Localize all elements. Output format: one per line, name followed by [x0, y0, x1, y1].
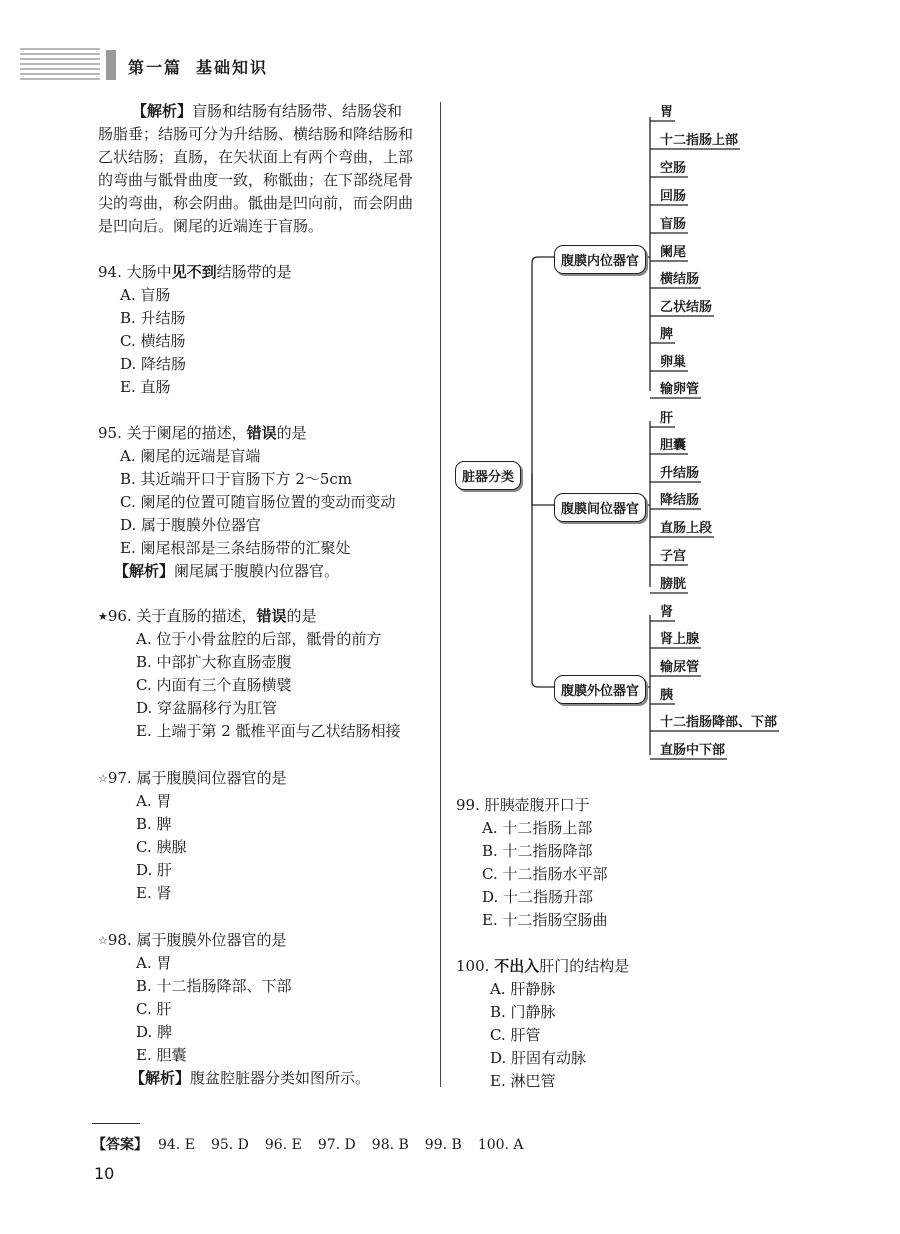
header-decoration [20, 48, 100, 84]
organ-leaf: 降结肠 [660, 493, 700, 508]
answer-item: 97. D [317, 1137, 356, 1153]
option: B. 脾 [136, 815, 172, 833]
option: A. 位于小骨盆腔的后部，骶骨的前方 [136, 630, 382, 648]
option: D. 脾 [136, 1023, 173, 1041]
emphasis: 错误 [246, 424, 277, 442]
group-node-extraperitoneal: 腹膜外位器官 [554, 675, 646, 704]
emphasis: 见不到 [171, 263, 217, 281]
star-icon: ★ [98, 610, 108, 623]
option: A. 十二指肠上部 [482, 819, 593, 837]
star-outline-icon: ☆ [98, 934, 108, 947]
organ-leaf: 直肠中下部 [660, 743, 726, 758]
option: C. 十二指肠水平部 [482, 865, 608, 883]
intro-line: 盲肠和结肠有结肠带、结肠袋和 [192, 102, 403, 120]
option: C. 肝管 [490, 1026, 541, 1044]
organ-leaf: 肾 [660, 605, 674, 620]
organ-leaf: 输尿管 [660, 660, 700, 675]
option: B. 十二指肠降部 [482, 842, 593, 860]
question-94 [98, 261, 292, 399]
organ-leaf: 十二指肠上部 [660, 133, 739, 148]
header-part: 第一篇 [128, 58, 183, 77]
answer-item: 94. E [158, 1137, 195, 1153]
question-95 [98, 422, 395, 583]
organ-leaf: 横结肠 [660, 272, 700, 287]
intro-line: 肠脂垂；结肠可分为升结肠、横结肠和降结肠和 [98, 125, 414, 143]
emphasis: 错误 [256, 607, 287, 625]
question-96 [98, 605, 401, 743]
organ-leaf: 升结肠 [660, 466, 700, 481]
diagram-connectors [450, 95, 795, 775]
organ-leaf: 空肠 [660, 161, 687, 176]
answer-item: 96. E [264, 1137, 302, 1153]
option: C. 阑尾的位置可随盲肠位置的变动而变动 [120, 493, 396, 511]
column-divider [440, 102, 441, 1087]
organ-classification-diagram [450, 95, 795, 775]
organ-leaf: 直肠上段 [660, 521, 713, 536]
analysis: 【解析】阑尾属于腹膜内位器官。 [114, 562, 340, 580]
option: D. 十二指肠升部 [482, 888, 594, 906]
option: C. 肝 [136, 1000, 172, 1018]
question-98 [98, 929, 370, 1090]
question-97 [98, 767, 287, 905]
organ-leaf: 输卵管 [660, 382, 700, 397]
question-stem: ☆98. 属于腹膜外位器官的是 [98, 931, 287, 949]
option: A. 胃 [136, 954, 172, 972]
option: B. 十二指肠降部、下部 [136, 977, 292, 995]
answer-label: 【答案】 [92, 1137, 148, 1153]
page-number: 10 [94, 1164, 115, 1183]
option: E. 胆囊 [136, 1046, 187, 1064]
intro-line: 的弯曲与骶骨曲度一致，称骶曲；在下部绕尾骨 [98, 171, 414, 189]
organ-leaf: 乙状结肠 [660, 300, 713, 315]
option: E. 直肠 [120, 378, 171, 396]
running-header [128, 55, 282, 78]
organ-leaf: 回肠 [660, 189, 687, 204]
intro-analysis [98, 100, 438, 238]
question-stem: 94. 大肠中见不到结肠带的是 [98, 263, 292, 281]
answer-item: 98. B [371, 1137, 409, 1153]
intro-line: 尖的弯曲，称会阴曲。骶曲是凹向前，而会阴曲 [98, 194, 414, 212]
organ-leaf: 阑尾 [660, 245, 687, 260]
intro-line: 乙状结肠；直肠，在矢状面上有两个弯曲，上部 [98, 148, 414, 166]
organ-leaf: 十二指肠降部、下部 [660, 715, 778, 730]
star-outline-icon: ☆ [98, 772, 108, 785]
answer-item: 95. D [210, 1137, 249, 1153]
organ-leaf: 膀胱 [660, 577, 687, 592]
option: D. 肝固有动脉 [490, 1049, 587, 1067]
option: B. 中部扩大称直肠壶腹 [136, 653, 292, 671]
question-stem: 99. 肝胰壶腹开口于 [456, 796, 590, 814]
option: C. 胰腺 [136, 838, 187, 856]
option: E. 肾 [136, 884, 172, 902]
organ-leaf: 肾上腺 [660, 632, 700, 647]
answer-item: 99. B [424, 1137, 462, 1153]
option: A. 肝静脉 [490, 980, 556, 998]
option: D. 穿盆膈移行为肛管 [136, 699, 278, 717]
option: C. 内面有三个直肠横襞 [136, 676, 292, 694]
option: D. 降结肠 [120, 355, 187, 373]
option: D. 属于腹膜外位器官 [120, 516, 262, 534]
option: A. 阑尾的远端是盲端 [120, 447, 261, 465]
question-99 [456, 794, 608, 932]
root-node: 脏器分类 [455, 461, 521, 490]
option: B. 其近端开口于盲肠下方 2～5cm [120, 470, 353, 488]
question-stem: ★96. 关于直肠的描述，错误的是 [98, 607, 317, 625]
answer-item: 100. A [477, 1137, 524, 1153]
group-node-interperitoneal: 腹膜间位器官 [554, 493, 646, 522]
jiexi-label: 【解析】 [114, 562, 175, 580]
header-title: 基础知识 [196, 58, 269, 77]
organ-leaf: 子宫 [660, 549, 687, 564]
option: A. 胃 [136, 792, 172, 810]
organ-leaf: 盲肠 [660, 217, 687, 232]
footnote-rule [92, 1123, 140, 1124]
group-node-intraperitoneal: 腹膜内位器官 [554, 245, 646, 274]
jiexi-label: 【解析】 [130, 1069, 191, 1087]
header-bar [106, 50, 116, 80]
question-100 [456, 955, 629, 1093]
organ-leaf: 肝 [660, 411, 674, 426]
answer-key [92, 1134, 540, 1154]
option: C. 横结肠 [120, 332, 186, 350]
question-stem: 100. 不出入肝门的结构是 [456, 957, 630, 975]
intro-line: 是凹向后。阑尾的近端连于盲肠。 [98, 217, 324, 235]
question-stem: ☆97. 属于腹膜间位器官的是 [98, 769, 287, 787]
option: E. 阑尾根部是三条结肠带的汇聚处 [120, 539, 351, 557]
organ-leaf: 卵巢 [660, 355, 687, 370]
analysis: 【解析】腹盆腔脏器分类如图所示。 [130, 1069, 371, 1087]
emphasis: 不出入 [494, 957, 540, 975]
option: B. 升结肠 [120, 309, 186, 327]
option: E. 十二指肠空肠曲 [482, 911, 608, 929]
organ-leaf: 胆囊 [660, 438, 687, 453]
organ-leaf: 胃 [660, 105, 674, 120]
option: A. 盲肠 [120, 286, 171, 304]
question-stem: 95. 关于阑尾的描述，错误的是 [98, 424, 307, 442]
option: E. 上端于第 2 骶椎平面与乙状结肠相接 [136, 722, 401, 740]
organ-leaf: 胰 [660, 688, 674, 703]
organ-leaf: 脾 [660, 327, 674, 342]
jiexi-label: 【解析】 [132, 102, 193, 120]
option: E. 淋巴管 [490, 1072, 556, 1090]
option: D. 肝 [136, 861, 173, 879]
option: B. 门静脉 [490, 1003, 556, 1021]
